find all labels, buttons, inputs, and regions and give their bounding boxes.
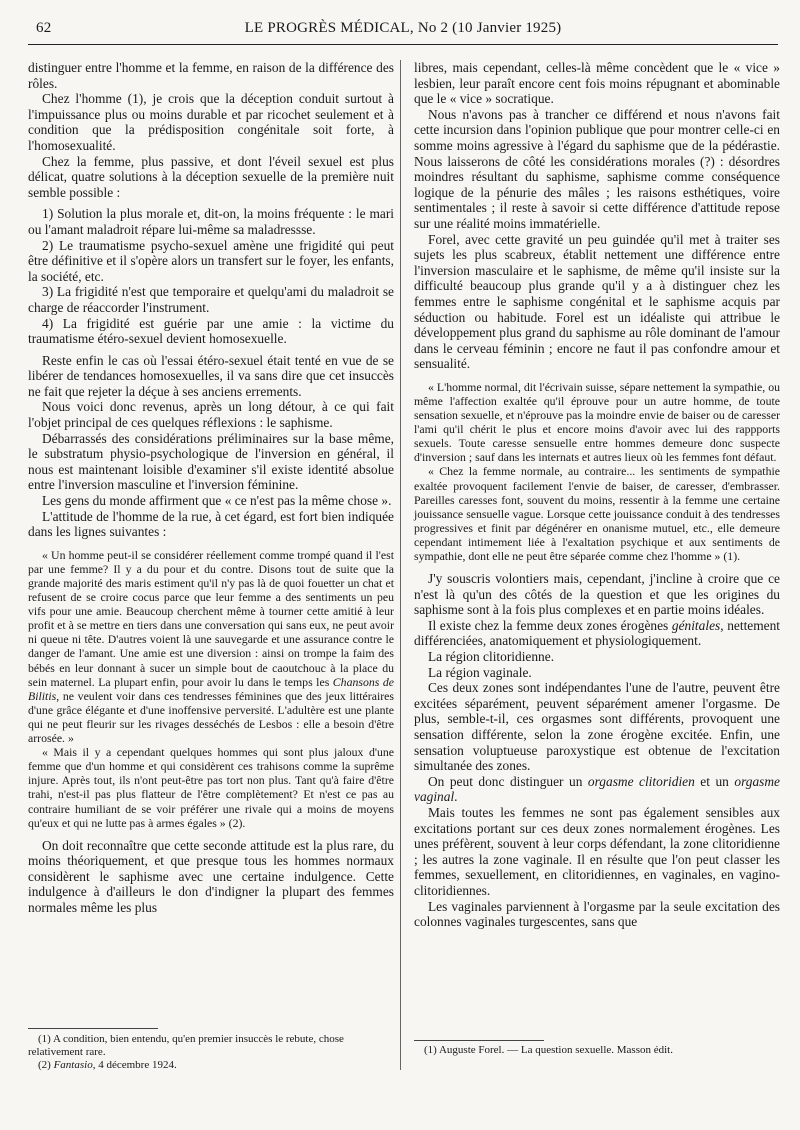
footnote-rule [414,1040,544,1041]
footnote: (2) Fantasio, 4 décembre 1924. [38,1059,177,1071]
emphasis: orgasme clitoridien [587,773,695,789]
paragraph: Les vaginales parviennent à l'orgasme par la seule excitation des colonnes vaginales turgescentes, sans que [414,898,780,930]
list-item: 2) Le traumatisme psycho-sexuel amène une frigidité qui peut être définitive et il s'opère alors un transfert sur le foyer, les enfants, la société, etc. [28,237,394,284]
list-item: 1) Solution la plus morale et, dit-on, la moins fréquente : le mari ou l'amant maladroit répare lui-même sa maladressse. [28,206,394,237]
paragraph: On doit reconnaître que cette seconde attitude est la plus rare, du moins théoriquement, et que presque tous les hommes normaux considèrent le saphisme avec une certaine indulgence. Cette indulgence à d'ailleurs le don d'indigner la plupart des femmes normales même les plus [28,837,394,916]
paragraph: Mais toutes les femmes ne sont pas également sensibles aux excitations portant sur ces deux zones normalement érogènes. Les unes préfèrent, souvent à leur corps défendant, la zone clitoridienne ; les autres la zone vaginale. Il en résulte que l'on peut classer les femmes, sexuellement, en clitoridiennes, en vaginales, en vagino-clitoridiennes. [414,805,780,898]
list-item: La région clitoridienne. [428,649,555,665]
emphasis: génitales [671,617,721,633]
header-rule [28,44,778,45]
footnote: (1) A condition, bien entendu, qu'en premier insuccès le rebute, chose relativement rare. [28,1033,344,1058]
quote-text: , ne veulent voir dans ces tendresses féminines que des jeux littéraires d'une grâce élégante et d'une inoffensive perversité. L'adultère est une plante qui ne peut fleurir sur les rivages desséchés de Lesbos : elle a besoin d'être arrosée. » [28,688,394,746]
emphasis: orgasme vaginal [414,773,780,805]
left-column [28,60,394,916]
page-number: 62 [36,20,52,36]
page-header [28,18,778,40]
quotation: « L'homme normal, dit l'écrivain suisse, sépare nettement la sympathie, ou même l'affection exaltée qu'il éprouve pour un autre homme, de toute sensation sexuelle, et n'éprouve pas la moindre envie de baiser ou de caresser l'ami qu'il chérit le plus et encore moins d'avoir avec lui des rappports sexuels. Toute caresse sensuelle entre hommes demeure donc suspecte d'inversion ; sauf dans les internats et autres lieux où les femmes font défaut. [414,379,780,465]
list-item: 3) La frigidité n'est que temporaire et quelqu'ami du maladroit se charge de réaccorder l'instrument. [28,284,394,315]
quotation: « Mais il y a cependant quelques hommes qui sont plus jaloux d'une femme que d'un homme et qui considèrent ces trahisons comme la suprême injure. Après tout, ils n'ont peut-être pas tort non plus. Tant qu'à faire d'être trahi, n'est-il pas plus flatteur de l'être complètement? Et n'est ce pas au contraire humiliant de se voir préférer une rivale qui a moins de moyens qu'eux et qui ne lutte pas à armes égales » (2). [28,745,394,830]
paragraph: Forel, avec cette gravité un peu guindée qu'il met à traiter ses sujets les plus scabreux, établit nettement une différence entre l'inversion masculaire et le saphisme, de même qu'il insiste sur la difficulté beaucoup plus grande qu'il y a à distinguer chez les femmes entre le saphisme congénital et le saphisme acquis par séduction ou habitude. Forel est un idéaliste qui attribue le développement plus grand du saphisme au rôle dominant de l'amour dans le cerveau féminin ; encore ne faut il pas confondre amour et sensualité. [414,231,780,372]
quotation: « Chez la femme normale, au contraire... les sentiments de sympathie exaltée provoquent facilement l'envie de baiser, de caresser, d'embrasser. Pareilles caresses font, souvent du moins, ressentir à la femme une certaine jouissance sensuelle vague. Lorsque cette jouissance conduit à des tendresses progressives et finit par dégénérer en onanisme mutuel, etc., elle demeure cependant intimement liée à l'exaltation psychique et aux sentiments de sympathie, dont elle ne peut être séparée comme chez l'homme » (1). [414,464,780,563]
paragraph: distinguer entre l'homme et la femme, en raison de la différence des rôles. [28,60,394,91]
paragraph: Reste enfin le cas où l'essai étéro-sexuel était tenté en vue de se libérer de tendances homosexuelles, il va sans dire que cet insuccès ne fait que rejeter la déçue à ses anciens errements. [28,352,394,399]
list-item: La région vaginale. [428,664,532,680]
left-footnotes [28,1028,394,1072]
paragraph: Nous voici donc revenus, après un long détour, à ce qui fait l'objet principal de ces quelques réflexions : le saphisme. [28,399,394,431]
column-divider [400,60,401,1070]
paragraph: J'y souscris volontiers mais, cependant, j'incline à croire que ce n'est là qu'un des côtés de la question et que les origines du saphisme sont à la fois plus complexes et en partie moins idéales. [414,571,780,618]
paragraph: Il existe chez la femme deux zones érogènes génitales, nettement différenciées, anatomiquement et physiologiquement. [414,617,781,649]
footnote: (1) Auguste Forel. — La question sexuelle. Masson édit. [424,1044,673,1056]
right-footnotes [414,1044,780,1057]
paragraph: Débarrassés des considérations préliminaires sur la base même, le substratum physio-psychologique de l'inversion en général, il nous est maintenant loisible d'examiner s'il existe identité absolue entre l'inversion masculine et l'inversion féminine. [28,430,394,493]
running-head: LE PROGRÈS MÉDICAL, No 2 (10 Janvier 1925) [244,20,562,36]
quotation [28,548,394,745]
paragraph: On peut donc distinguer un orgasme clitoridien et un orgasme vaginal. [414,773,780,805]
right-column [414,60,780,930]
paragraph: Ces deux zones sont indépendantes l'une de l'autre, peuvent être excitées séparément, peuvent séparément amener l'orgasme. De plus, semble-t-il, ces orgasmes sont différents, provoquent une sensation différente, selon la zone érogène excitée. Enfin, une sensation voluptueuse paroxystique est obtenue de l'excitation simultanée des zones. [414,680,780,774]
paragraph: Les gens du monde affirment que « ce n'est pas la même chose ». [42,493,392,509]
list-item: 4) La frigidité est guérie par une amie : la victime du traumatisme étéro-sexuel devient homosexuelle. [28,315,394,347]
quote-book-title: Chansons de Bilitis [28,674,394,703]
quote-text: « Un homme peut-il se considérer réellement comme trompé quand il l'est par une femme? Il y a du pour et du contre. Disons tout de suite que la grande majorité des maris estiment qu'il n'y pas là de quoi fouetter un chat et refusent de se croire cocus parce que leur femme a des sentiments un peu vifs pour une amie. Beaucoup cherchent même à tourner cette amitié à leur profit et à se mettre en tiers dans une conversation qui sans eux, ne peut avoir ni queue ni tête. D'autres voient là une sauvegarde et une assurance contre le danger de l'amant. Une amie est une diversion : ainsi on trompe la faim des bébés en leur donnant à sucer un simple bout de caoutchouc à la place du sein maternel. La plupart enfin, pour avoir lu dans le temps les [28,547,394,689]
footnote-source: Fantasio [53,1059,93,1071]
paragraph: L'attitude de l'homme de la rue, à cet égard, est fort bien indiquée dans les lignes suivantes : [28,508,394,540]
paragraph: Nous n'avons pas à trancher ce différend et nous n'avons fait cette incursion dans l'opinion publique que pour montrer celle-ci en somme moins agressive à l'égard du saphisme que de la pédérastie. Nous laisserons de côté les considérations morales (?) : désordres moindres résultant du saphisme, saphisme comme conséquence logique de la pénurie des mâles ; les raisons esthétiques, voire sentimentales ; il reste à savoir si cette différence d'attitude repose sur une réalité moins immatérielle. [414,106,780,231]
paragraph: Chez l'homme (1), je crois que la déception conduit surtout à l'impuissance plus ou moins durable et par ricochet seulement et à condition que la prédisposition congénitale soit forte, à l'homosexualité. [28,91,394,153]
paragraph: Chez la femme, plus passive, et dont l'éveil sexuel est plus délicat, quatre solutions à la déception sexuelle de la première nuit semble possible : [28,153,394,200]
footnote-rule [28,1028,158,1029]
paragraph: libres, mais cependant, celles-là même concèdent que le « vice » lesbien, leur paraît encore cent fois moins répugnant et abominable que le « vice » socratique. [414,60,780,107]
